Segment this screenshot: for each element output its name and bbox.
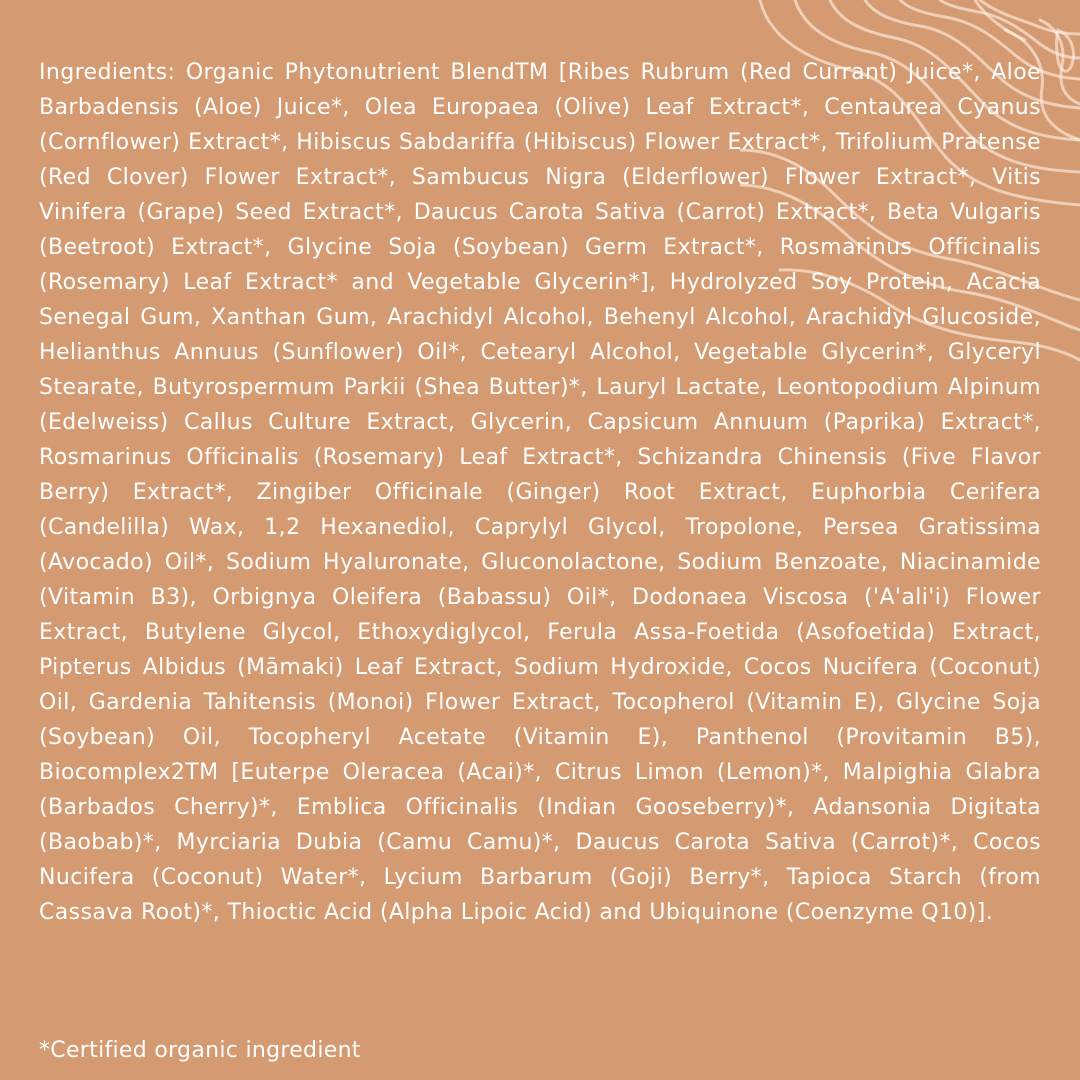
ingredients-list: Ingredients: Organic Phytonutrient BlendTM [Ribes Rubrum (Red Currant) Juice*, Aloe Barbadensis (Aloe) Juice*, Olea Europaea (Olive) Leaf Extract*, Centaurea Cyanus (Cornflower) Extract*, Hibiscus Sabdariffa (Hibiscus) Flower Extract*, Trifolium Pratense (Red Clover) Flower Extract*, Sambucus Nigra (Elderflower) Flower Extract*, Vitis Vinifera (Grape) Seed Extract*, Daucus Carota Sativa (Carrot) Extract*, Beta Vulgaris (Beetroot) Extract*, Glycine Soja (Soybean) Germ Extract*, Rosmarinus Officinalis (Rosemary) Leaf Extract* and Vegetable Glycerin*], Hydrolyzed Soy Protein, Acacia Senegal Gum, Xanthan Gum, Arachidyl Alcohol, Behenyl Alcohol, Arachidyl Glucoside, Helianthus Annuus (Sunflower) Oil*, Cetearyl Alcohol, Vegetable Glycerin*, Glyceryl Stearate, Butyrospermum Parkii (Shea Butter)*, Lauryl Lactate, Leontopodium Alpinum (Edelweiss) Callus Culture Extract, Glycerin, Capsicum Annuum (Paprika) Extract*, Rosmarinus Officinalis (Rosemary) Leaf Extract*, Schizandra Chinensis (Five Flavor Berry) Extract*, Zingiber Officinale (Ginger) Root Extract, Euphorbia Cerifera (Candelilla) Wax, 1,2 Hexanediol, Caprylyl Glycol, Tropolone, Persea Gratissima (Avocado) Oil*, Sodium Hyaluronate, Gluconolactone, Sodium Benzoate, Niacinamide (Vitamin B3), Orbignya Oleifera (Babassu) Oil*, Dodonaea Viscosa ('A'ali'i) Flower Extract, Butylene Glycol, Ethoxydiglycol, Ferula Assa-Foetida (Asofoetida) Extract, Pipterus Albidus (Māmaki) Leaf Extract, Sodium Hydroxide, Cocos Nucifera (Coconut) Oil, Gardenia Tahitensis (Monoi) Flower Extract, Tocopherol (Vitamin E), Glycine Soja (Soybean) Oil, Tocopheryl Acetate (Vitamin E), Panthenol (Provitamin B5), Biocomplex2TM [Euterpe Oleracea (Acai)*, Citrus Limon (Lemon)*, Malpighia Glabra (Barbados Cherry)*, Emblica Officinalis (Indian Gooseberry)*, Adansonia Digitata (Baobab)*, Myrciaria Dubia (Camu Camu)*, Daucus Carota Sativa (Carrot)*, Cocos Nucifera (Coconut) Water*, Lycium Barbarum (Goji) Berry*, Tapioca Starch (from Cassava Root)*, Thioctic Acid (Alpha Lipoic Acid) and Ubiquinone (Coenzyme Q10)]. xyxy=(39,60,1041,925)
organic-footnote: *Certified organic ingredient xyxy=(39,1038,361,1063)
